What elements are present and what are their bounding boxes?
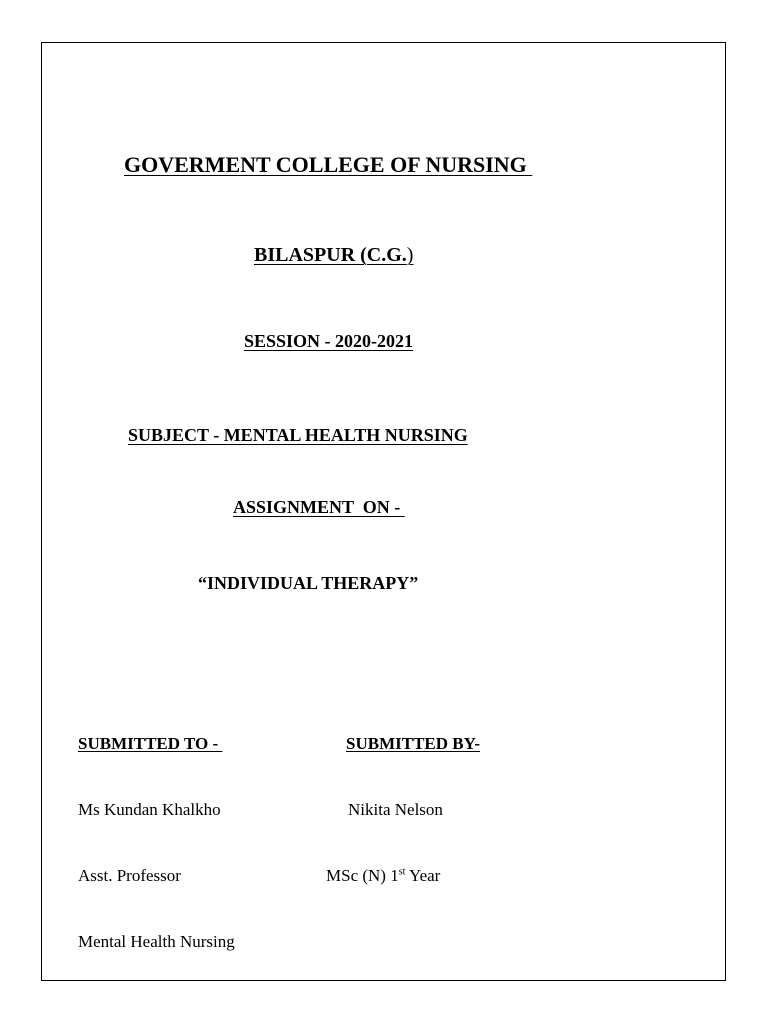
submitted-to-label: SUBMITTED TO - [78, 734, 223, 753]
session-line: SESSION - 2020-2021 [244, 331, 414, 351]
assignment-topic: “INDIVIDUAL THERAPY” [198, 573, 419, 593]
submitted-to-block [78, 689, 235, 975]
city-close-paren: ) [406, 244, 414, 266]
course-superscript: st [398, 866, 406, 878]
college-title: GOVERMENT COLLEGE OF NURSING [124, 152, 533, 177]
submitted-to-designation: Asst. Professor [78, 866, 181, 885]
submitted-to-department: Mental Health Nursing [78, 932, 235, 951]
assignment-line: ASSIGNMENT ON - [233, 497, 405, 517]
submitted-by-name: Nikita Nelson [348, 800, 443, 819]
course-prefix: MSc (N) 1 [326, 866, 399, 885]
submitted-by-block [326, 689, 480, 909]
subject-line: SUBJECT - MENTAL HEALTH NURSING [128, 425, 468, 445]
submitted-to-name: Ms Kundan Khalkho [78, 800, 221, 819]
city-text: BILASPUR (C.G. [254, 244, 407, 266]
submitted-by-course [326, 865, 480, 887]
course-suffix: Year [405, 866, 441, 885]
city-title [254, 245, 413, 265]
submitted-by-label: SUBMITTED BY- [346, 734, 480, 753]
